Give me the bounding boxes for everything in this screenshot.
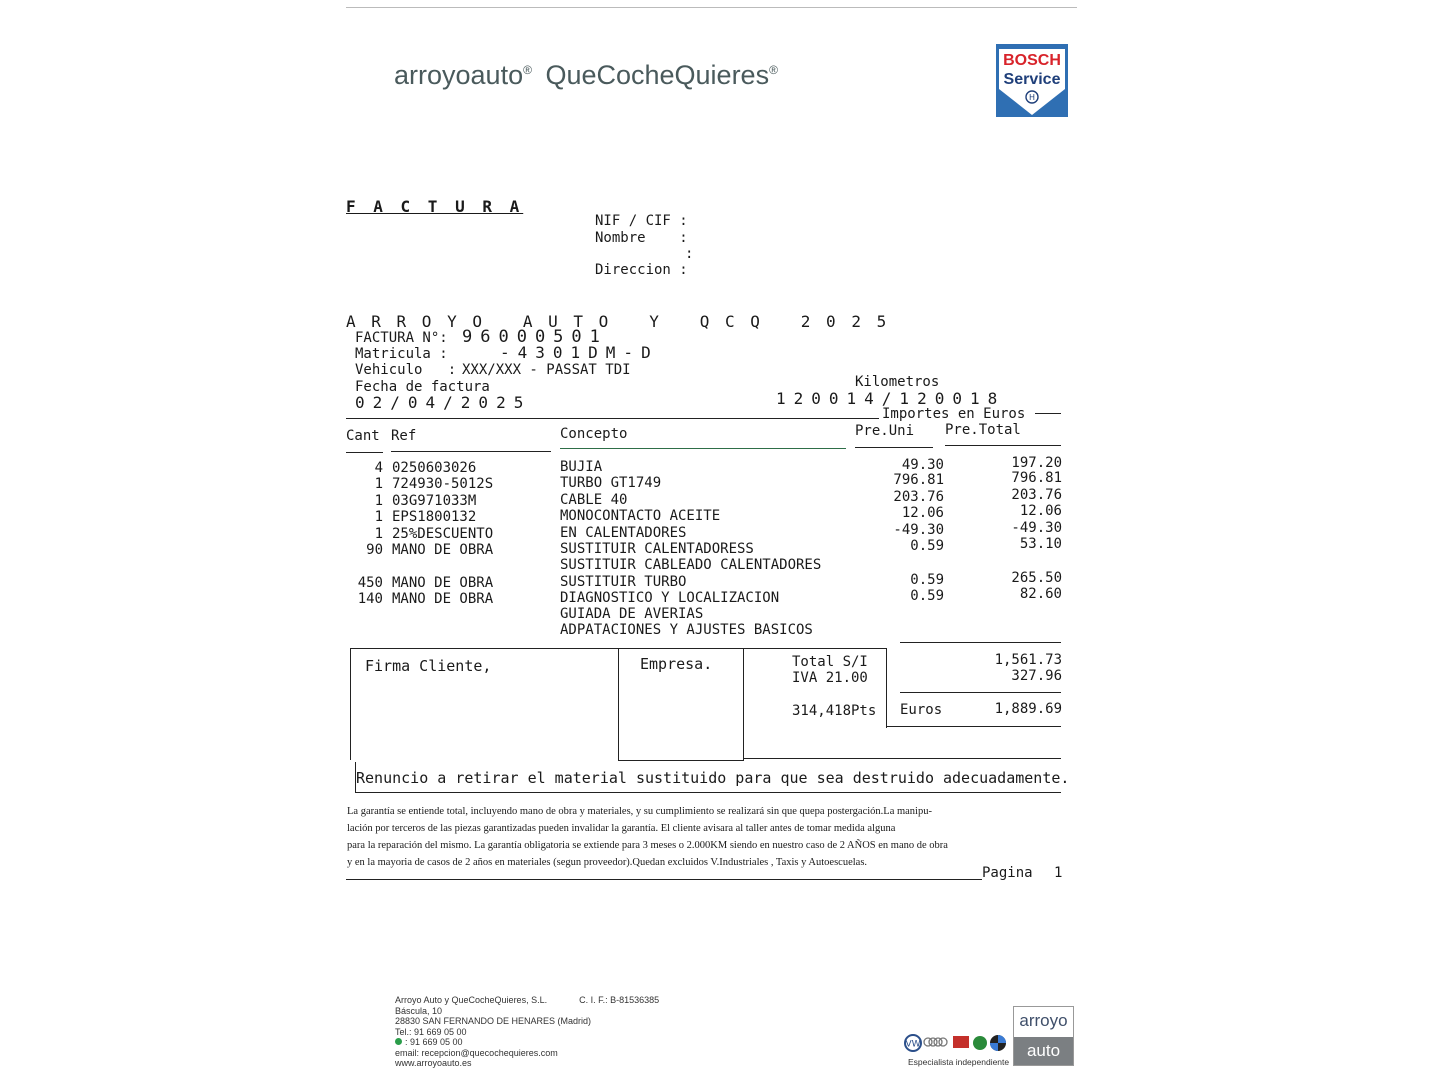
nif-label: NIF / CIF :: [595, 213, 688, 229]
header-underline-concepto: [560, 448, 846, 449]
line-pre-uni: 0.59: [910, 538, 944, 554]
footer-company-info: [395, 995, 659, 1069]
line-concepto: EN CALENTADORES: [560, 525, 687, 541]
company-line: A R R O Y O A U T O Y Q C Q 2 0 2 5: [346, 312, 890, 331]
fecha-label: Fecha de factura: [355, 379, 490, 395]
extra-label: :: [685, 246, 694, 262]
fecha-value: 02/04/2025: [355, 393, 532, 412]
euros-total-value: 1,889.69: [994, 701, 1062, 717]
service-text: Service: [1003, 71, 1061, 88]
header-underline-pre-total: [945, 445, 1061, 446]
line-pre-uni: 0.59: [910, 588, 944, 604]
line-cant: 90: [366, 542, 383, 558]
line-pre-uni: 12.06: [901, 505, 944, 521]
renuncio-text: Renuncio a retirar el material sustituido para que sea destruido adecuadamente.: [356, 769, 1070, 787]
pesetas-value: 314,418Pts: [792, 703, 877, 719]
line-cant: 1: [374, 476, 383, 492]
line-ref: EPS1800132: [392, 509, 477, 525]
line-concepto: CABLE 40: [560, 492, 628, 508]
pagina-number: 1: [1054, 865, 1063, 881]
box-divider-1: [618, 648, 619, 760]
footer-address2: 28830 SAN FERNANDO DE HENARES (Madrid): [395, 1016, 592, 1026]
empresa-label: Empresa.: [640, 655, 713, 673]
footer-tel: Tel.: 91 669 05 00: [395, 1026, 467, 1037]
line-cant: 1: [374, 509, 383, 525]
line-concepto: MONOCONTACTO ACEITE: [560, 508, 721, 524]
brand-quecochequieres: QueCocheQuieres: [545, 60, 770, 90]
bosch-service-logo: [996, 44, 1068, 117]
line-pre-uni: 796.81: [893, 472, 944, 488]
line-ref: 03G971033M: [392, 493, 477, 509]
reg-mark: ®: [523, 63, 532, 77]
arroyo-logo-top: arroyo: [1019, 1011, 1068, 1030]
top-rule: [346, 7, 1077, 8]
header-ref: Ref: [391, 428, 417, 444]
nombre-label: Nombre :: [595, 230, 688, 246]
subtotal-rule: [900, 692, 1061, 693]
iva-label: IVA 21.00: [792, 670, 868, 686]
brand-arroyoauto: arroyoauto: [394, 60, 524, 90]
box-divider-3: [886, 648, 887, 728]
doc-title: F A C T U R A: [346, 197, 524, 216]
line-concepto: SUSTITUIR CALENTADORESS: [560, 541, 754, 557]
euros-rule: [886, 726, 1061, 727]
matricula-value: -4301DM-D: [500, 343, 659, 362]
totals-top-rule: [900, 642, 1061, 643]
line-ref: 25%DESCUENTO: [392, 526, 494, 542]
footer-address1: Báscula, 10: [395, 1005, 443, 1016]
factura-label: FACTURA N°:: [355, 330, 448, 346]
box-left-edge: [350, 648, 351, 760]
arroyo-auto-logo: [1013, 1006, 1074, 1066]
line-pre-uni: 0.59: [910, 572, 944, 588]
bosch-chevron-icon: [999, 89, 1065, 115]
guarantee-line: La garantía se entiende total, incluyendo mano de obra y materiales, y su cumplimiento se realizará sin que quepa postergación.La manipu-: [347, 806, 932, 817]
bosch-text: BOSCH: [1003, 52, 1061, 69]
footer-cif: C. I. F.: B-81536385: [579, 995, 660, 1005]
line-pre-total: 796.81: [1011, 470, 1062, 486]
footer-whatsapp: : 91 669 05 00: [405, 1037, 463, 1047]
footer-email: email: recepcion@quecochequieres.com: [395, 1047, 558, 1058]
iva-value: 327.96: [1011, 668, 1062, 684]
km-value: 120014/120018: [776, 389, 1006, 408]
direccion-label: Direccion :: [595, 262, 688, 278]
total-si-label: Total S/I: [792, 654, 868, 670]
pagina-rule: [346, 879, 982, 880]
line-concepto: GUIADA DE AVERIAS: [560, 606, 704, 622]
line-pre-total: 82.60: [1019, 586, 1062, 602]
line-pre-total: 12.06: [1019, 503, 1062, 519]
whatsapp-icon: [395, 1038, 402, 1045]
firma-cliente-label: Firma Cliente,: [365, 657, 492, 675]
vehiculo-label: Vehiculo :: [355, 362, 457, 378]
footer-company: Arroyo Auto y QueCocheQuieres, S.L.: [395, 995, 548, 1005]
importes-label: Importes en Euros: [882, 406, 1026, 422]
line-pre-total: 53.10: [1019, 536, 1062, 552]
line-ref: MANO DE OBRA: [392, 575, 494, 591]
svg-text:VW: VW: [905, 1039, 921, 1050]
header-pre-uni: Pre.Uni: [855, 423, 915, 439]
line-cant: 1: [374, 493, 383, 509]
guarantee-line: lación por terceros de las piezas garantizadas pueden invalidar la garantía. El cliente avisara al taller antes de tomar medida alguna: [347, 823, 896, 834]
header-pre-total: Pre.Total: [945, 422, 1021, 438]
header-underline-cant: [346, 452, 383, 453]
renuncio-bottom-rule: [355, 792, 1061, 793]
header-concepto: Concepto: [560, 426, 628, 442]
guarantee-line: y en la mayoria de casos de 2 años en materiales (segun proveedor).Quedan excluidos V.Industriales , Taxis y Autoescuelas.: [347, 857, 868, 868]
importes-rule-left: [346, 418, 879, 419]
line-concepto: DIAGNOSTICO Y LOCALIZACION: [560, 590, 780, 606]
total-si-value: 1,561.73: [994, 652, 1062, 668]
guarantee-text: [347, 803, 1059, 871]
line-cant: 450: [357, 575, 383, 591]
importes-rule-right: [1035, 413, 1061, 414]
arroyo-logo-bottom: auto: [1014, 1037, 1073, 1065]
header-underline-pre-uni: [855, 447, 933, 448]
line-concepto: ADPATACIONES Y AJUSTES BASICOS: [560, 622, 813, 638]
line-pre-total: 203.76: [1011, 487, 1062, 503]
line-concepto: BUJIA: [560, 459, 603, 475]
header-cant: Cant: [346, 428, 380, 444]
km-label: Kilometros: [855, 374, 940, 390]
reg-mark: ®: [769, 63, 778, 77]
line-ref: 724930-5012S: [392, 476, 494, 492]
line-cant: 140: [357, 591, 383, 607]
line-pre-uni: -49.30: [893, 522, 944, 538]
especialista-text: Especialista independiente: [908, 1057, 1010, 1067]
line-pre-total: 197.20: [1011, 455, 1062, 471]
empresa-bottom-rule: [618, 760, 744, 761]
euros-label: Euros: [900, 702, 943, 718]
car-brands-icon: [903, 1033, 1008, 1053]
car-brand-logos: [903, 1033, 1008, 1053]
line-pre-total: -49.30: [1011, 520, 1062, 536]
guarantee-line: para la reparación del mismo. La garantía obligatoria se extiende para 3 meses o 2.000KM siendo en nuestro caso de 2 AÑOS en mano de obra: [347, 840, 948, 851]
vehiculo-value: XXX/XXX - PASSAT TDI: [462, 362, 631, 378]
line-concepto: TURBO GT1749: [560, 475, 662, 491]
line-concepto: SUSTITUIR CABLEADO CALENTADORES: [560, 557, 822, 573]
box-divider-2: [743, 648, 744, 760]
line-concepto: SUSTITUIR TURBO: [560, 574, 687, 590]
line-pre-uni: 203.76: [893, 489, 944, 505]
brand-header: [394, 60, 778, 91]
header-underline-ref: [391, 451, 551, 452]
line-ref: 0250603026: [392, 460, 477, 476]
renuncio-top-rule: [743, 758, 1061, 759]
line-cant: 1: [374, 526, 383, 542]
line-pre-total: 265.50: [1011, 570, 1062, 586]
line-ref: MANO DE OBRA: [392, 591, 494, 607]
factura-value: 96000501: [462, 327, 608, 347]
line-pre-uni: 49.30: [901, 457, 944, 473]
line-cant: 4: [374, 460, 383, 476]
footer-web: www.arroyoauto.es: [395, 1058, 472, 1068]
line-ref: MANO DE OBRA: [392, 542, 494, 558]
matricula-label: Matricula :: [355, 346, 448, 362]
pagina-label: Pagina: [982, 865, 1033, 881]
svg-text:H: H: [1028, 93, 1036, 102]
